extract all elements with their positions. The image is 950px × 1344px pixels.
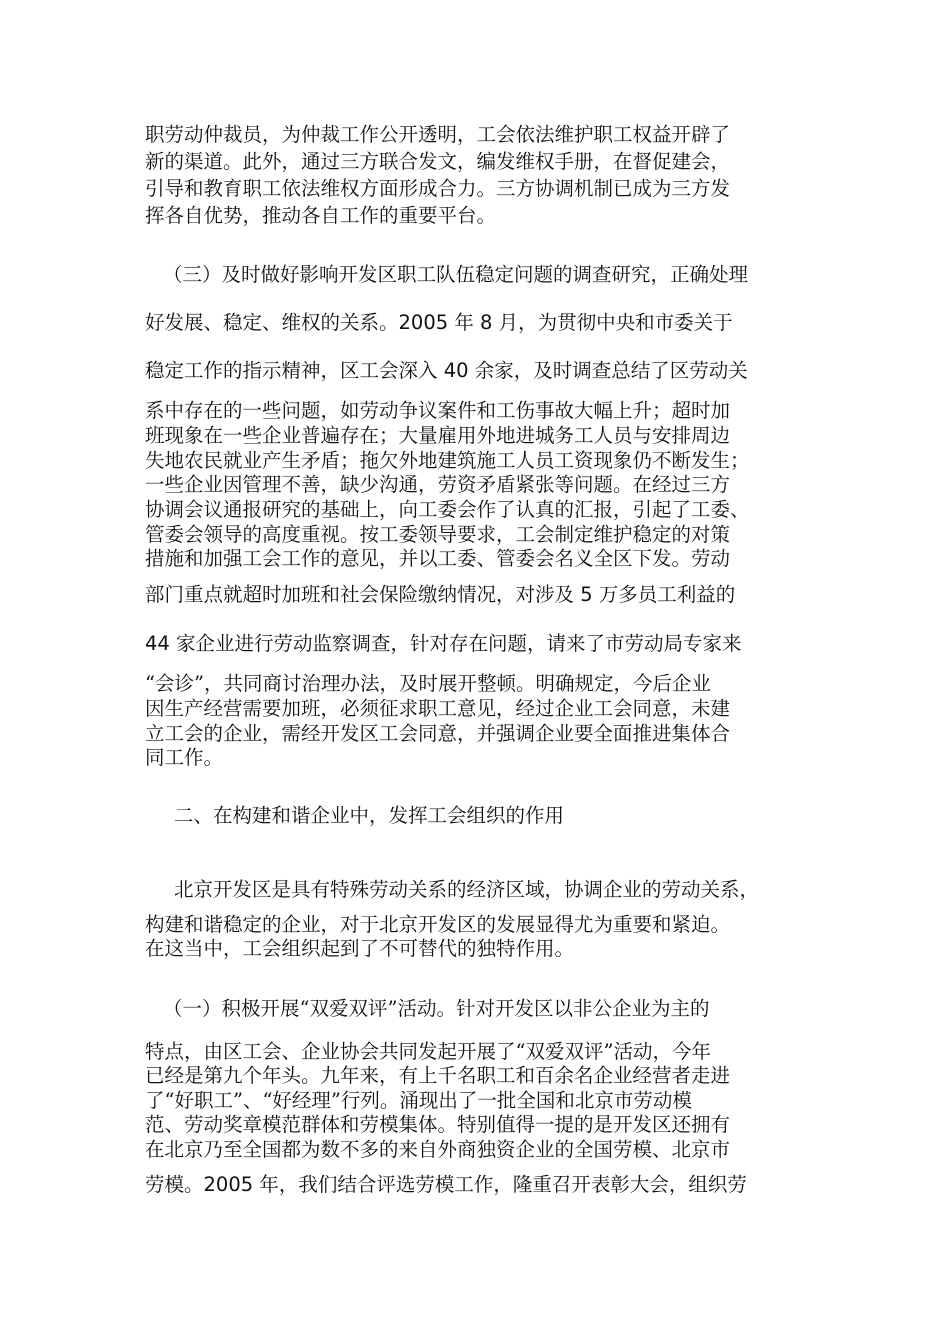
text-line: 因生产经营需要加班，必须征求职工意见，经过企业工会同意，未建 (145, 697, 731, 720)
text-line: 同工作。 (145, 746, 224, 769)
text-line: 职劳动仲裁员，为仲裁工作公开透明，工会依法维护职工权益开辟了 (145, 123, 731, 146)
text-line: 了“好职工”、“好经理”行列。涌现出了一批全国和北京市劳动模 (145, 1089, 692, 1112)
text-line: 好发展、稳定、维权的关系。2005 年 8 月，为贯彻中央和市委关于 (145, 311, 733, 334)
text-line: 构建和谐稳定的企业，对于北京开发区的发展显得尤为重要和紧迫。 (145, 913, 731, 936)
text-line: 措施和加强工会工作的意见，并以工委、管委会名义全区下发。劳动 (145, 547, 731, 570)
text-line: 一些企业因管理不善，缺少沟通，劳资矛盾紧张等问题。在经过三方 (145, 473, 731, 496)
text-line: 失地农民就业产生矛盾；拖欠外地建筑施工人员工资现象仍不断发生； (145, 449, 750, 472)
section-heading: 二、在构建和谐企业中，发挥工会组织的作用 (174, 804, 565, 827)
text-line: 立工会的企业，需经开发区工会同意，并强调企业要全面推进集体合 (145, 722, 731, 745)
text-line: 协调会议通报研究的基础上，向工委会作了认真的汇报，引起了工委、 (145, 498, 750, 521)
text-line: 北京开发区是具有特殊劳动关系的经济区域，协调企业的劳动关系， (174, 878, 760, 901)
text-line: 已经是第九个年头。九年来，有上千名职工和百余名企业经营者走进 (145, 1064, 731, 1087)
text-line: “会诊”，共同商讨治理办法，及时展开整顿。明确规定，今后企业 (145, 672, 711, 695)
text-line: 劳模。2005 年，我们结合评选劳模工作，隆重召开表彰大会，组织劳 (145, 1173, 747, 1196)
text-line: 引导和教育职工依法维权方面形成合力。三方协调机制已成为三方发 (145, 177, 731, 200)
text-line: 稳定工作的指示精神，区工会深入 40 余家，及时调查总结了区劳动关 (145, 359, 748, 382)
text-line: 范、劳动奖章模范群体和劳模集体。特别值得一提的是开发区还拥有 (145, 1113, 731, 1136)
text-line: 系中存在的一些问题，如劳动争议案件和工伤事故大幅上升；超时加 (145, 399, 731, 422)
text-line: 在北京乃至全国都为数不多的来自外商独资企业的全国劳模、北京市 (145, 1138, 731, 1161)
text-line: 班现象在一些企业普遍存在；大量雇用外地进城务工人员与安排周边 (145, 424, 731, 447)
text-line: 管委会领导的高度重视。按工委领导要求，工会制定维护稳定的对策 (145, 523, 731, 546)
section-heading: （一）积极开展“双爱双评”活动。针对开发区以非公企业为主的 (163, 997, 710, 1020)
text-line: 特点，由区工会、企业协会共同发起开展了“双爱双评”活动，今年 (145, 1040, 711, 1063)
text-line: 在这当中，工会组织起到了不可替代的独特作用。 (145, 937, 575, 960)
text-line: 新的渠道。此外，通过三方联合发文，编发维权手册，在督促建会， (145, 150, 731, 173)
text-line: 挥各自优势，推动各自工作的重要平台。 (145, 204, 497, 227)
text-line: 44 家企业进行劳动监察调查，针对存在问题，请来了市劳动局专家来 (145, 632, 742, 655)
text-line: 部门重点就超时加班和社会保险缴纳情况，对涉及 5 万多员工利益的 (145, 583, 736, 606)
section-heading: （三）及时做好影响开发区职工队伍稳定问题的调查研究，正确处理 (163, 263, 749, 286)
